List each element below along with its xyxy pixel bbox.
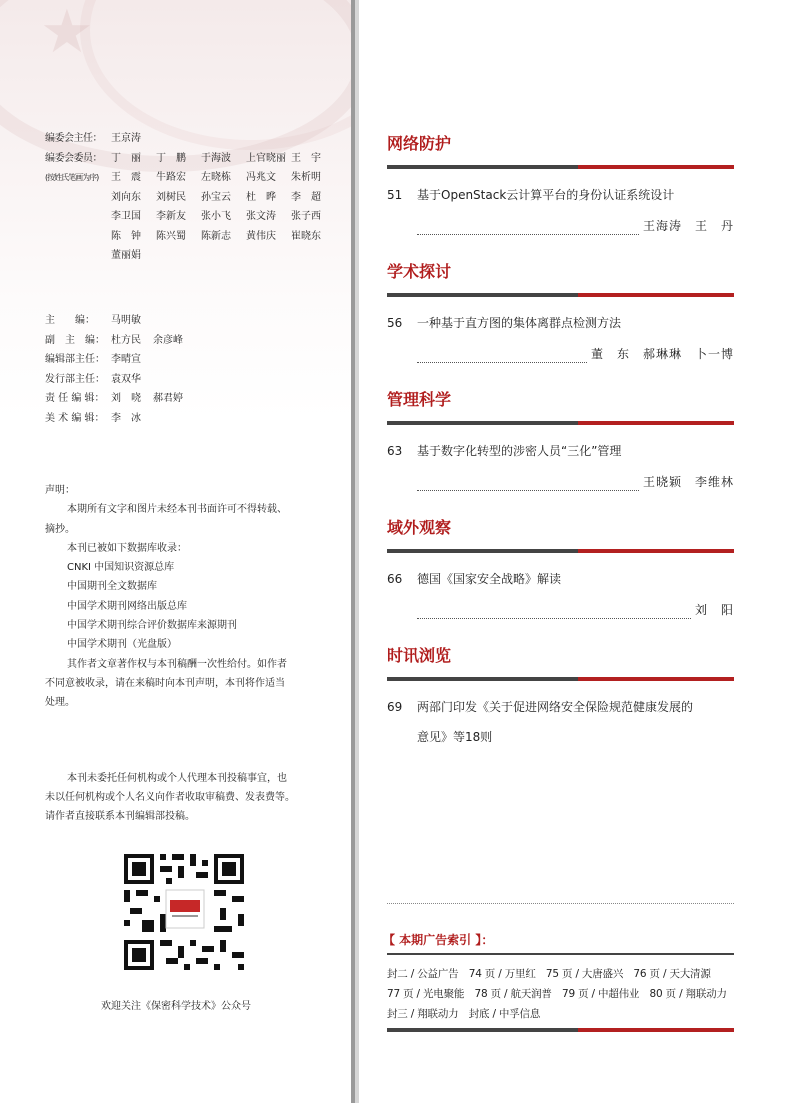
qr-caption: 欢迎关注《保密科学技术》公众号 [101,1001,251,1012]
statement-line: 中国学术期刊综合评价数据库来源期刊 [67,620,237,632]
dot-leader [417,480,639,491]
committee-member-row [111,246,156,266]
editor-name: 马明敏 [111,315,141,326]
qr-code-icon [118,848,250,976]
editor-name: 袁双华 [111,373,141,385]
article-title: 基于数字化转型的涉密人员“三化”管理 [417,444,622,458]
article-authors: 刘 阳 [694,603,734,617]
ad-index-rule [387,953,734,955]
copyright-statement [45,481,315,713]
editor-role-label: 编辑部主任： [45,354,105,365]
article-authors: 王海涛 王 丹 [642,219,734,233]
statement-line: CNKI 中国知识资源总库 [67,562,175,574]
ad-index-line: 封三 / 翔联动力 封底 / 中孚信息 [387,1008,541,1020]
notice-line: 本刊未委托任何机构或个人代理本刊投稿事宜，也 [67,773,287,784]
section-title: 学术探讨 [387,262,452,281]
article-title: 两部门印发《关于促进网络安全保险规范健康发展的 [417,700,694,714]
committee-member-name: 王 震 [111,172,141,183]
editor-role-label: 美 术 编 辑： [45,412,105,424]
committee-member-name: 左晓栋 [201,172,231,183]
committee-member-row [111,227,336,247]
article-title: 德国《国家安全战略》解读 [417,572,562,586]
page-number: 66 [387,572,403,586]
editor-name: 郝君婷 [153,393,183,404]
ad-index-line: 封二 / 公益广告 74 页 / 万里红 75 页 / 大唐盛兴 76 页 / 天大清源 [387,968,711,980]
committee-member-name: 张小飞 [201,211,231,222]
notice-line: 请作者直接联系本刊编辑部投稿。 [45,811,195,822]
toc-entry[interactable] [387,186,734,235]
committee-member-name: 李卫国 [111,211,141,222]
section-rule [387,549,734,553]
page-number: 51 [387,188,403,202]
editor-name: 李晴宣 [111,354,141,365]
committee-member-row [111,188,336,208]
committee-member-name: 李新友 [156,211,186,222]
toc-section [387,645,734,746]
statement-line: 本期所有文字和图片未经本刊书面许可不得转载、 [67,504,287,516]
section-title: 网络防护 [387,134,452,153]
toc-section [387,261,734,363]
article-title: 基于OpenStack云计算平台的身份认证系统设计 [417,188,675,202]
committee-member-name: 孙宝云 [201,191,231,203]
editor-role-label: 主 编： [45,315,95,326]
committee-member-name: 黄伟庆 [246,230,276,242]
committee-director-label: 编委会主任： [45,133,102,144]
statement-heading: 声明： [45,485,75,496]
notice-line: 未以任何机构或个人名义向作者收取审稿费、发表费等。 [45,792,295,803]
statement-line: 中国期刊全文数据库 [67,581,157,593]
section-rule [387,677,734,681]
article-title: 一种基于直方图的集体离群点检测方法 [417,316,622,330]
committee-member-name: 张文涛 [246,211,276,222]
toc-entry[interactable] [387,698,734,746]
committee-member-name: 陈兴蜀 [156,230,186,242]
committee-member-row [111,149,336,169]
committee-member-name: 李 超 [291,191,321,203]
editor-name: 杜方民 [111,334,141,346]
section-title: 时讯浏览 [387,646,452,665]
ad-index-heading: 【 本期广告索引 】： [383,933,494,947]
wechat-qr-code [118,848,250,976]
committee-members-label: 编委会委员： [45,152,102,164]
editor-row [45,350,345,370]
committee-member-name: 于海波 [201,152,231,164]
toc-section [387,389,734,491]
committee-member-name: 丁 丽 [111,152,141,164]
editorial-committee [45,129,345,266]
column-divider [355,0,359,1103]
committee-member-name: 上官晓丽 [246,152,286,164]
committee-member-row [111,207,336,227]
editor-name: 余彦峰 [153,334,183,346]
section-title: 域外观察 [387,518,452,537]
toc-entry[interactable] [387,314,734,363]
article-authors: 董 东 郝琳琳 卜一博 [590,347,734,361]
toc-section [387,517,734,619]
editor-row [45,409,345,429]
statement-line: 不同意被收录，请在来稿时向本刊声明，本刊将作适当 [45,677,285,689]
committee-member-name: 陈新志 [201,230,231,242]
toc-entry[interactable] [387,570,734,619]
dotted-separator [387,903,734,904]
article-authors: 王晓颖 李维林 [642,475,734,489]
section-rule [387,421,734,425]
star-icon: ★ [40,0,94,67]
section-title: 管理科学 [387,390,452,409]
statement-line: 中国学术期刊（光盘版） [67,639,177,651]
toc-entry[interactable] [387,442,734,491]
page-number: 69 [387,700,403,714]
committee-director-name: 王京涛 [111,133,141,144]
editor-row [45,331,345,351]
editor-name: 李 冰 [111,412,141,424]
statement-line: 本刊已被如下数据库收录： [67,542,187,554]
statement-line: 摘抄。 [45,523,75,535]
editor-row [45,370,345,390]
committee-member-name: 董丽娟 [111,250,141,261]
dot-leader [417,224,639,235]
editorial-staff [45,311,345,428]
statement-line: 其作者文章著作权与本刊稿酬一次性给付。如作者 [67,658,287,670]
committee-member-name: 刘树民 [156,191,186,203]
section-rule [387,293,734,297]
editor-row [45,389,345,409]
editor-row [45,311,345,331]
page-number: 56 [387,316,403,330]
committee-member-name: 刘向东 [111,191,141,203]
submission-notice [45,769,325,826]
committee-member-name: 陈 钟 [111,230,141,242]
committee-member-name: 崔晓东 [291,230,321,242]
statement-line: 处理。 [45,697,75,709]
dot-leader [417,352,587,363]
committee-order-note: (按姓氏笔画为序) [45,173,99,182]
ad-index [387,964,739,1024]
editor-role-label: 发行部主任： [45,373,105,385]
committee-member-name: 冯兆文 [246,172,276,183]
page-number: 63 [387,444,403,458]
statement-line: 中国学术期刊网络出版总库 [67,600,187,612]
editor-name: 刘 哓 [111,393,141,404]
committee-member-name: 朱析明 [291,172,321,183]
committee-member-name: 丁 鹏 [156,152,186,164]
section-rule [387,165,734,169]
committee-member-name: 杜 晔 [246,191,276,203]
committee-member-row [111,168,336,188]
dot-leader [417,608,691,619]
committee-member-name: 张子西 [291,211,321,222]
ad-index-line: 77 页 / 光电聚能 78 页 / 航天润普 79 页 / 中超伟业 80 页 / 翔联动力 [387,988,727,1000]
committee-member-name: 牛路宏 [156,172,186,183]
toc-section [387,133,734,235]
editor-role-label: 责 任 编 辑： [45,393,105,404]
committee-member-name: 王 宇 [291,152,321,164]
masthead-column [0,0,352,1103]
editor-role-label: 副 主 编： [45,334,105,346]
ad-index-bottom-rule [387,1028,734,1032]
article-title-continued: 意见》等18则 [417,730,493,744]
